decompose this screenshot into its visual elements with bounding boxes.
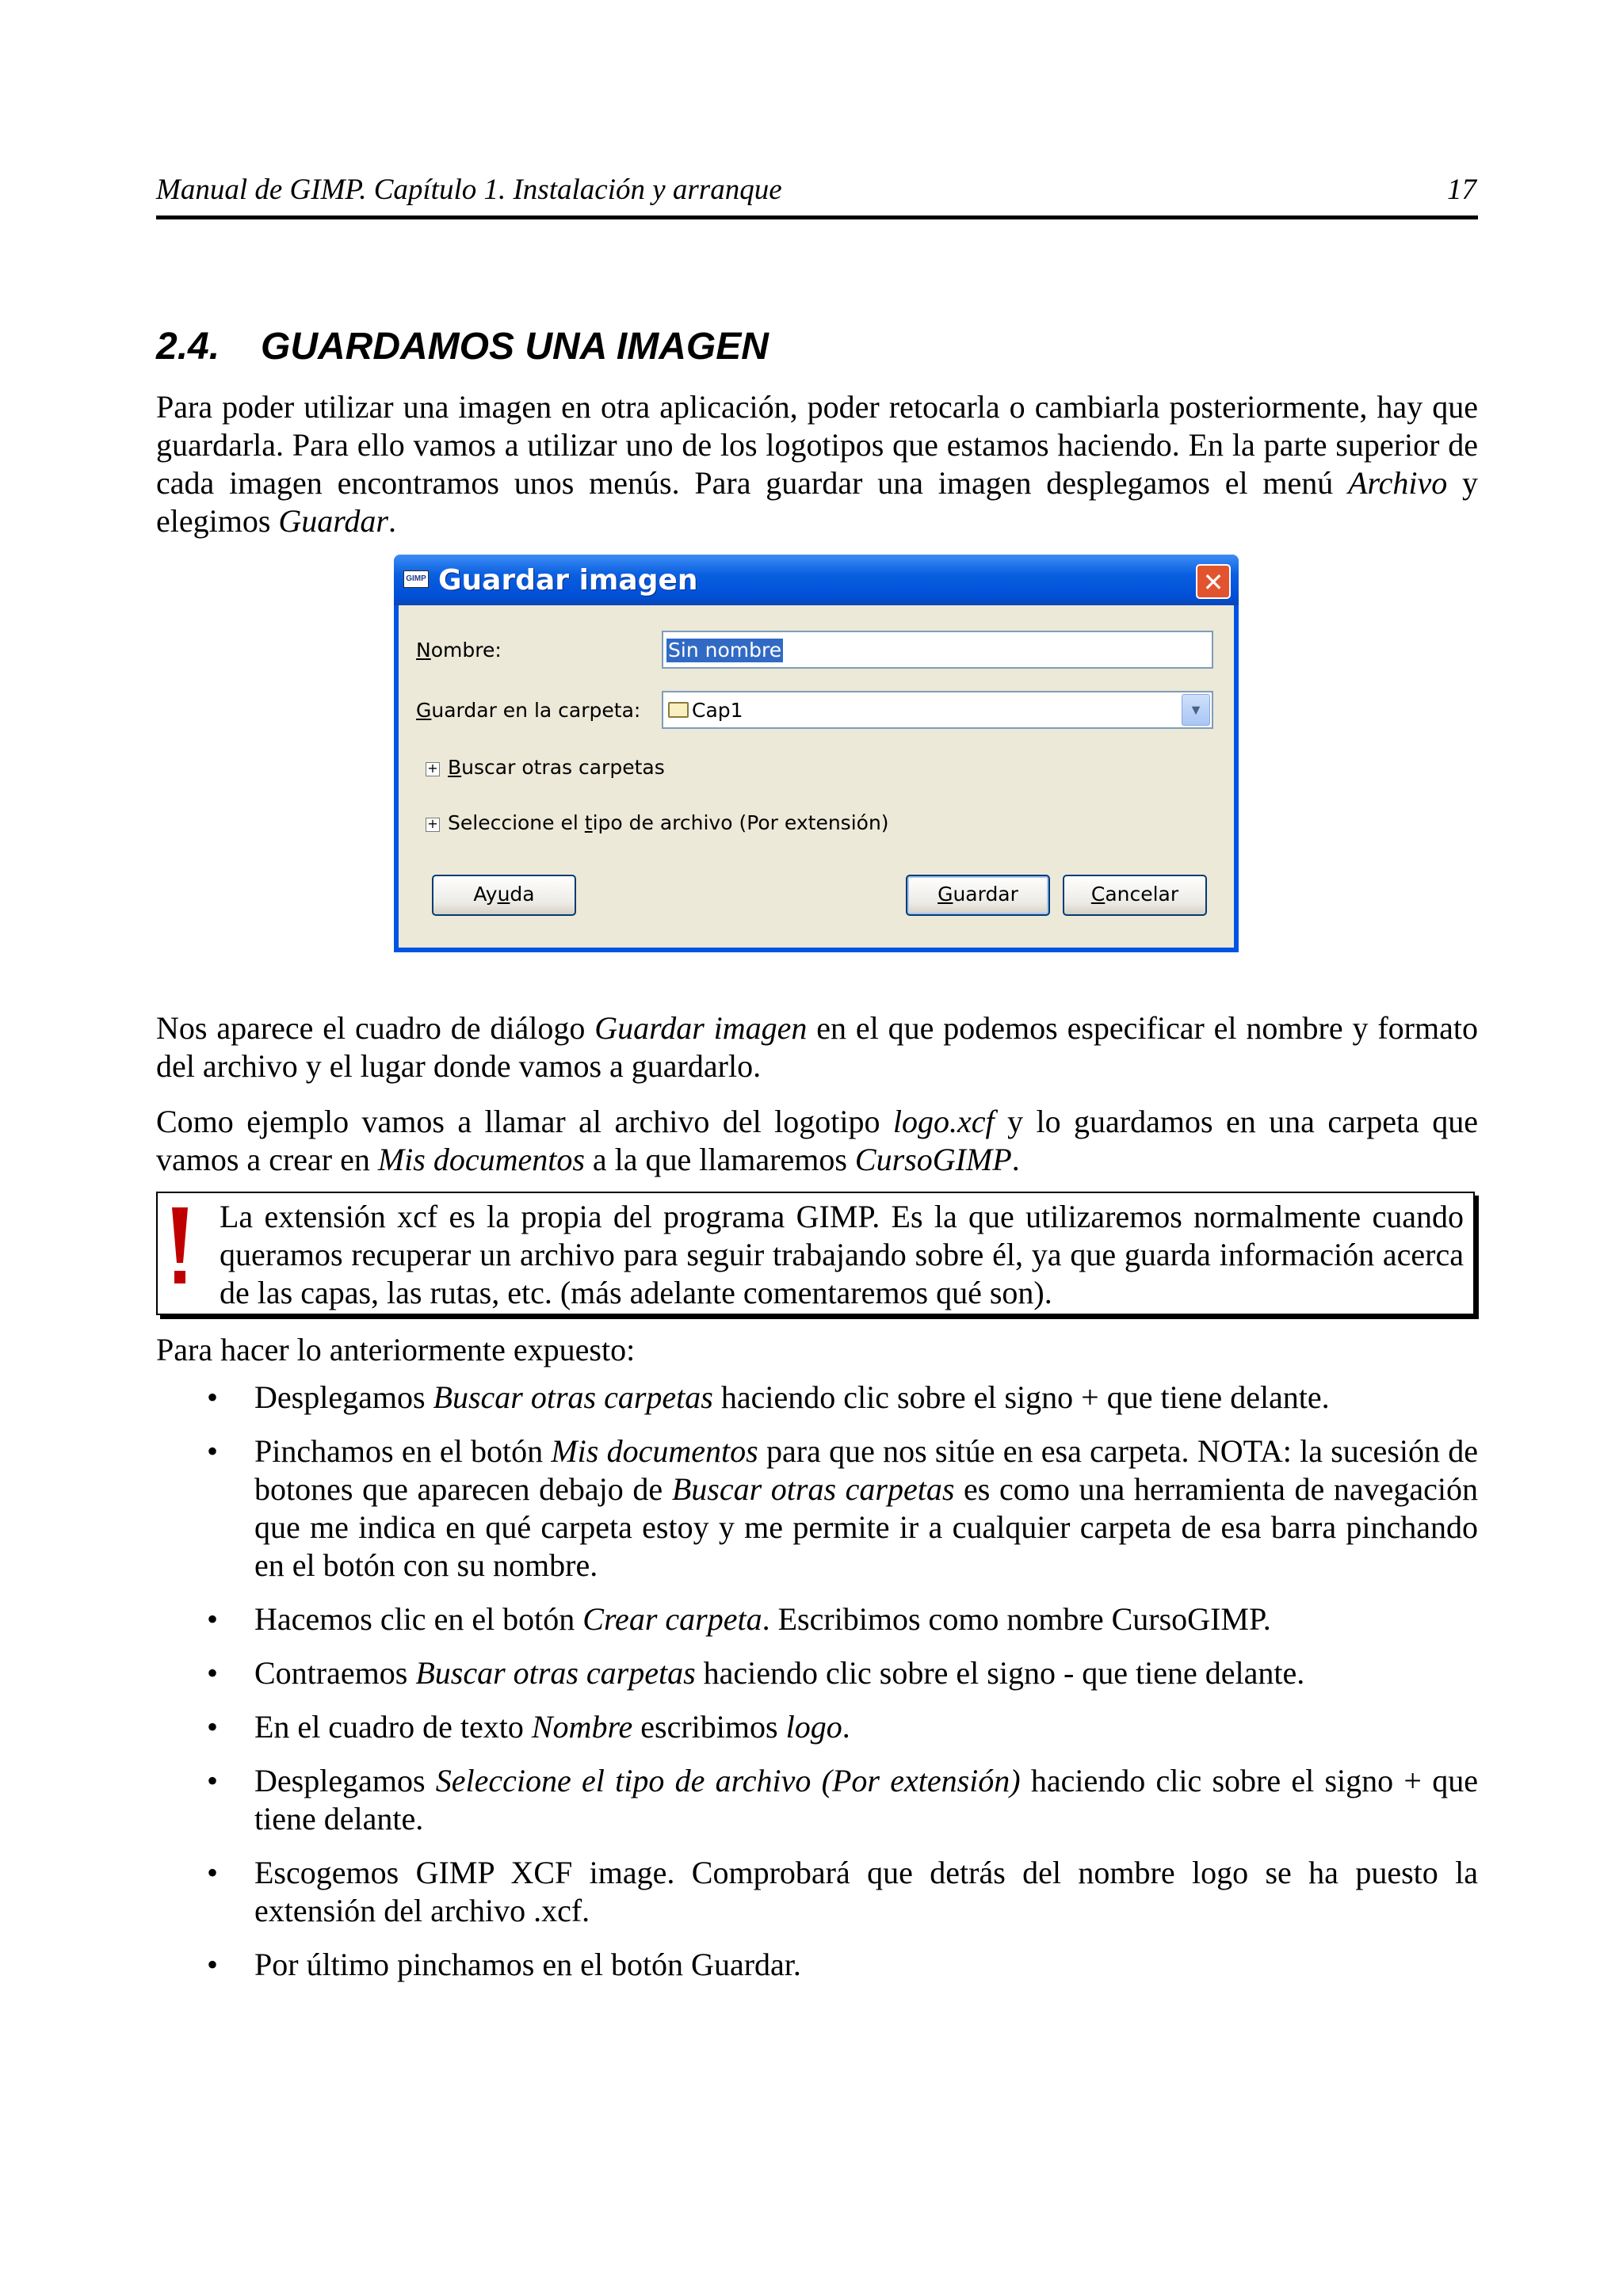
steps-list bbox=[156, 1379, 1478, 2000]
folder-icon bbox=[668, 702, 689, 718]
save-button[interactable]: Guardar bbox=[906, 875, 1050, 916]
section-title bbox=[156, 325, 769, 368]
bullet-icon: • bbox=[207, 1709, 219, 1745]
list-item: • Desplegamos Seleccione el tipo de archivo (Por extensión) haciendo clic sobre el signo + que tiene delante. bbox=[207, 1763, 1478, 1836]
chevron-down-icon[interactable]: ▼ bbox=[1182, 694, 1210, 726]
list-item: • Pinchamos en el botón Mis documentos para que nos sitúe en esa carpeta. NOTA: la sucesión de botones que aparecen debajo de Buscar otras carpetas es como una herramienta de navegación que me indica en qué carpeta estoy y me permite ir a cualquier carpeta de esa barra pinchando en el botón con su nombre. bbox=[207, 1433, 1479, 1583]
folder-select-value: Cap1 bbox=[692, 699, 743, 722]
filetype-expander[interactable]: Seleccione el tipo de archivo (Por extensión) bbox=[448, 811, 889, 834]
close-icon: ✕ bbox=[1202, 567, 1224, 597]
bullet-icon: • bbox=[207, 1763, 219, 1798]
page-header bbox=[156, 166, 1478, 219]
folder-select[interactable] bbox=[662, 691, 1213, 729]
list-item: • Hacemos clic en el botón Crear carpeta. Escribimos como nombre CursoGIMP. bbox=[207, 1601, 1271, 1637]
page-number: 17 bbox=[1447, 174, 1476, 206]
intro-paragraph: Para poder utilizar una imagen en otra aplicación, poder retocarla o cambiarla posteriormente, hay que guardarla. Para ello vamos a utilizar uno de los logotipos que estamos haciendo. En la parte superior de cada imagen encontramos unos menús. Para guardar una imagen desplegamos el menú Archivo y elegimos Guardar. bbox=[156, 389, 1479, 539]
name-label: Nombre: bbox=[416, 639, 502, 662]
dialog-body bbox=[399, 605, 1234, 948]
expand-browse-icon[interactable]: + bbox=[426, 762, 440, 776]
name-input-value: Sin nombre bbox=[668, 639, 782, 662]
help-button[interactable]: Ayuda bbox=[432, 875, 576, 916]
header-title: Manual de GIMP. Capítulo 1. Instalación y arranque bbox=[156, 174, 782, 206]
bullet-icon: • bbox=[207, 1433, 219, 1469]
list-item: • Desplegamos Buscar otras carpetas haciendo clic sobre el signo + que tiene delante. bbox=[207, 1379, 1330, 1415]
cancel-button[interactable]: Cancelar bbox=[1063, 875, 1207, 916]
bullet-icon: • bbox=[207, 1601, 219, 1637]
folder-label: Guardar en la carpeta: bbox=[416, 699, 641, 722]
list-item: • Escogemos GIMP XCF image. Comprobará que detrás del nombre logo se ha puesto la extensión del archivo .xcf. bbox=[207, 1855, 1478, 1928]
steps-intro-paragraph: Para hacer lo anteriormente expuesto: bbox=[156, 1332, 636, 1367]
bullet-icon: • bbox=[207, 1655, 219, 1691]
exclamation-icon bbox=[169, 1204, 191, 1291]
bullet-icon: • bbox=[207, 1947, 219, 1982]
dialog-title: Guardar imagen bbox=[438, 564, 698, 597]
section-heading: GUARDAMOS UNA IMAGEN bbox=[261, 326, 769, 368]
browse-folders-expander[interactable]: Buscar otras carpetas bbox=[448, 756, 665, 779]
note-box bbox=[156, 1192, 1475, 1315]
dialog-titlebar[interactable] bbox=[394, 555, 1239, 605]
example-paragraph: Como ejemplo vamos a llamar al archivo del logotipo logo.xcf y lo guardamos en una carpeta que vamos a crear en Mis documentos a la que llamaremos CursoGIMP. bbox=[156, 1104, 1478, 1177]
gimp-icon: GIMP bbox=[403, 570, 429, 588]
list-item: • Contraemos Buscar otras carpetas haciendo clic sobre el signo - que tiene delante. bbox=[207, 1655, 1305, 1691]
close-button[interactable] bbox=[1196, 564, 1231, 599]
list-item: • En el cuadro de texto Nombre escribimos logo. bbox=[207, 1709, 850, 1745]
list-item: • Por último pinchamos en el botón Guardar. bbox=[207, 1947, 801, 1982]
name-input[interactable] bbox=[662, 631, 1213, 669]
save-image-dialog bbox=[394, 555, 1239, 952]
bullet-icon: • bbox=[207, 1855, 219, 1890]
expand-filetype-icon[interactable]: + bbox=[426, 818, 440, 832]
section-number: 2.4. bbox=[156, 326, 220, 368]
note-text: La extensión xcf es la propia del programa GIMP. Es la que utilizaremos normalmente cuando queramos recuperar un archivo para seguir trabajando sobre él, ya que guarda información acerca de las capas, las rutas, etc. (más adelante comentaremos qué son). bbox=[220, 1199, 1464, 1310]
dialog-description-paragraph: Nos aparece el cuadro de diálogo Guardar imagen en el que podemos especificar el nombre y formato del archivo y el lugar donde vamos a guardarlo. bbox=[156, 1010, 1478, 1084]
bullet-icon: • bbox=[207, 1379, 219, 1415]
